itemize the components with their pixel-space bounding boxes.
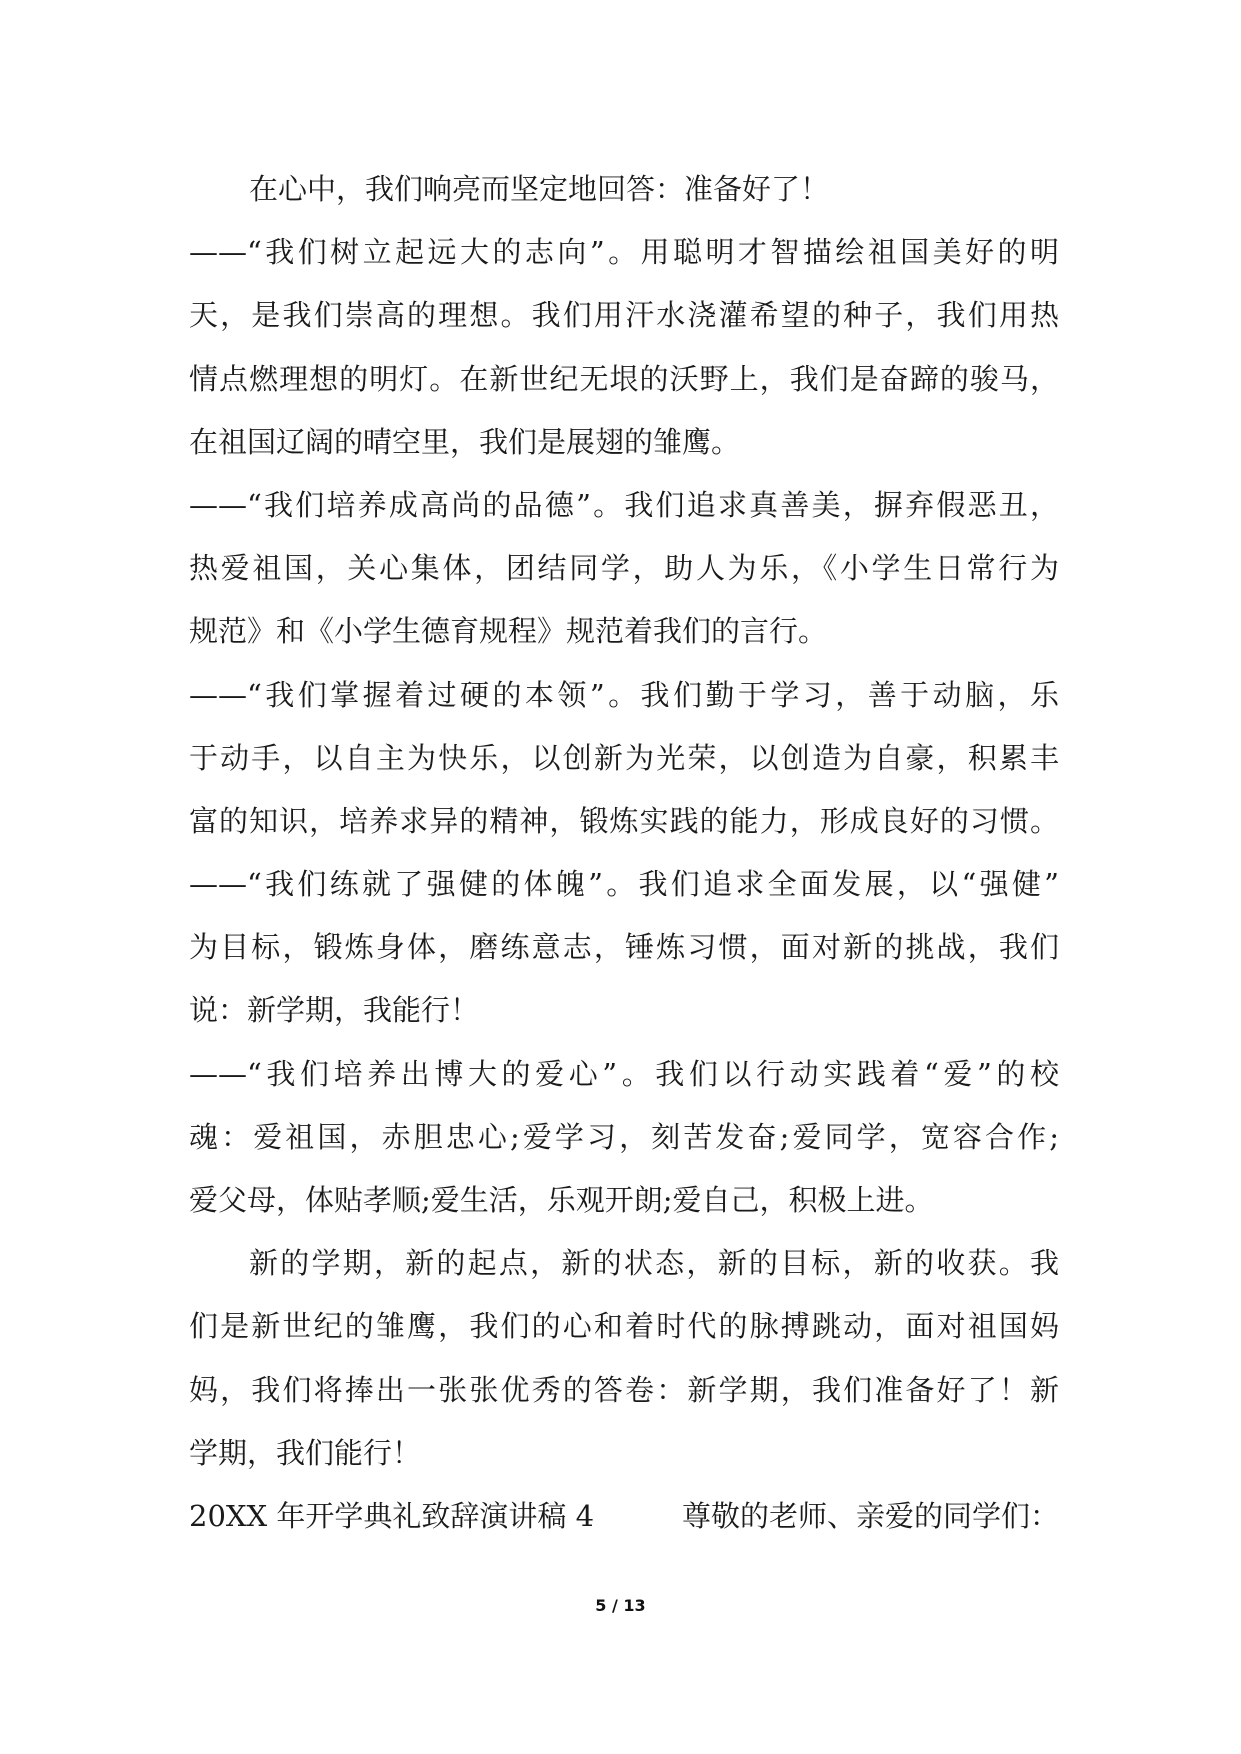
paragraph-line: 规范》和《小学生德育规程》规范着我们的言行。 [189, 614, 828, 649]
speech-title: 20XX 年开学典礼致辞演讲稿 4 [189, 1498, 595, 1533]
paragraph-line: ——“我们培养成高尚的品德”。我们追求真善美，摒弃假恶丑， [189, 487, 1059, 522]
page-number: 5 / 13 [595, 1596, 646, 1615]
paragraph-line: 于动手，以自主为快乐，以创新为光荣，以创造为自豪，积累丰 [189, 740, 1059, 775]
speech-salutation: 尊敬的老师、亲爱的同学们： [681, 1498, 1059, 1533]
speech-heading-line [189, 1485, 1059, 1548]
paragraph-line: 热爱祖国，关心集体，团结同学，助人为乐，《小学生日常行为 [189, 551, 1059, 586]
paragraph-line: 们是新世纪的雏鹰，我们的心和着时代的脉搏跳动，面对祖国妈 [189, 1309, 1059, 1344]
paragraph-line: ——“我们掌握着过硬的本领”。我们勤于学习，善于动脑，乐 [189, 677, 1059, 712]
paragraph-line: ——“我们树立起远大的志向”。用聪明才智描绘祖国美好的明 [189, 235, 1059, 270]
paragraph-line: 为目标，锻炼身体，磨练意志，锤炼习惯，面对新的挑战，我们 [189, 930, 1059, 965]
paragraph-line: 爱父母，体贴孝顺;爱生活，乐观开朗;爱自己，积极上进。 [189, 1183, 934, 1217]
paragraph-line: 说：新学期，我能行！ [189, 993, 480, 1028]
paragraph-line: ——“我们练就了强健的体魄”。我们追求全面发展，以“强健” [189, 867, 1059, 902]
body-text [189, 158, 1059, 1548]
paragraph-line: 新的学期，新的起点，新的状态，新的目标，新的收获。我 [249, 1246, 1059, 1281]
paragraph-line: 学期，我们能行！ [189, 1435, 422, 1470]
paragraph-line: 富的知识，培养求异的精神，锻炼实践的能力，形成良好的习惯。 [189, 803, 1059, 838]
paragraph-line: 在心中，我们响亮而坚定地回答：准备好了！ [249, 172, 830, 206]
paragraph-line: 妈，我们将捧出一张张优秀的答卷：新学期，我们准备好了！新 [189, 1372, 1059, 1407]
paragraph-line: 在祖国辽阔的晴空里，我们是展翅的雏鹰。 [189, 424, 741, 459]
paragraph-line: ——“我们培养出博大的爱心”。我们以行动实践着“爱”的校 [189, 1056, 1059, 1091]
paragraph-line: 魂：爱祖国，赤胆忠心;爱学习，刻苦发奋;爱同学，宽容合作; [189, 1119, 1059, 1154]
paragraph-line: 天，是我们崇高的理想。我们用汗水浇灌希望的种子，我们用热 [189, 298, 1059, 333]
paragraph-line: 情点燃理想的明灯。在新世纪无垠的沃野上，我们是奋蹄的骏马， [189, 361, 1059, 396]
